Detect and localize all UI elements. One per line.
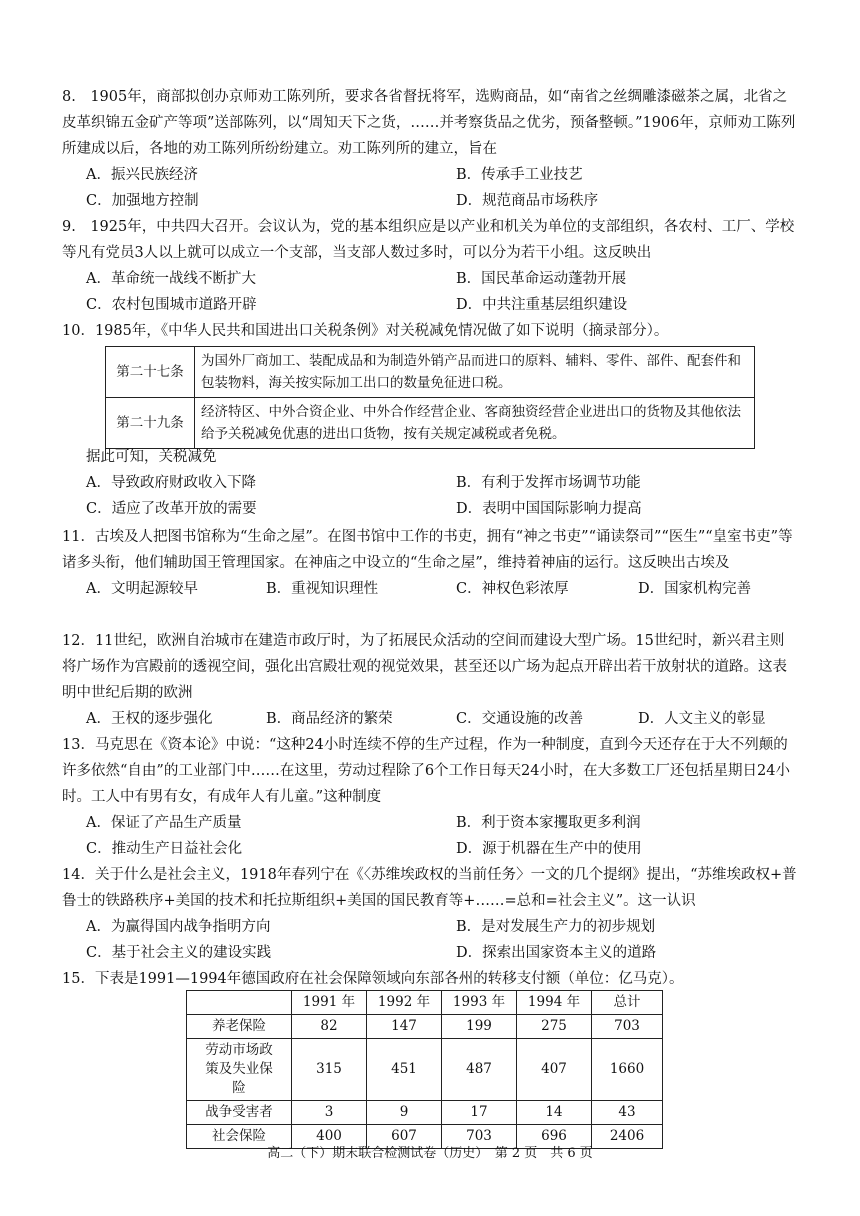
question-10-lead: 据此可知，关税减免 bbox=[86, 449, 217, 465]
question-14 bbox=[62, 862, 798, 966]
table-header-cell: 1991 年 bbox=[292, 991, 367, 1015]
article-heading: 第二十九条 bbox=[106, 398, 195, 449]
option-b[interactable]: B．国民革命运动蓬勃开展 bbox=[456, 271, 627, 287]
table-cell: 养老保险 bbox=[187, 1015, 292, 1039]
tariff-regulation-table bbox=[105, 346, 755, 449]
table-cell: 703 bbox=[592, 1015, 663, 1039]
question-8-stem: 8. 1905年，商部拟创办京师劝工陈列所，要求各省督抚将军，选购商品，如“南省之丝绸雕漆磁茶之属，北省之皮革织锦五金矿产等项”送部陈列，以“周知天下之货，……并考察货品之优劣，预备整顿。”1906年，京师劝工陈列所建成以后，各地的劝工陈列所纷纷建立。劝工陈列所的建立，旨在 bbox=[62, 89, 796, 157]
option-c[interactable]: C．农村包围城市道路开辟 bbox=[86, 297, 257, 313]
table-cell: 487 bbox=[442, 1039, 517, 1101]
question-8 bbox=[62, 84, 798, 214]
question-11-options bbox=[62, 576, 798, 602]
table-cell: 3 bbox=[292, 1101, 367, 1125]
option-a[interactable]: A．革命统一战线不断扩大 bbox=[86, 271, 256, 287]
option-a[interactable]: A．保证了产品生产质量 bbox=[86, 815, 242, 831]
question-12-options bbox=[62, 706, 798, 732]
question-15 bbox=[62, 966, 798, 992]
question-14-options bbox=[62, 914, 798, 966]
question-9-stem: 9. 1925年，中共四大召开。会议认为，党的基本组织应是以产业和机关为单位的支部组织，各农村、工厂、学校等凡有党员3人以上就可以成立一个支部，当支部人数过多时，可以分为若干小组。这反映出 bbox=[62, 219, 795, 261]
article-text: 经济特区、中外合资企业、中外合作经营企业、客商独资经营企业进出口的货物及其他依法给予关税减免优惠的进出口货物，按有关规定减税或者免税。 bbox=[195, 398, 755, 449]
option-d[interactable]: D．探索出国家资本主义的道路 bbox=[456, 945, 657, 961]
table-cell: 199 bbox=[442, 1015, 517, 1039]
question-13-options bbox=[62, 810, 798, 862]
table-cell: 407 bbox=[517, 1039, 592, 1101]
question-11 bbox=[62, 524, 798, 602]
table-cell: 82 bbox=[292, 1015, 367, 1039]
option-d[interactable]: D．表明中国国际影响力提高 bbox=[456, 501, 642, 517]
table-cell: 275 bbox=[517, 1015, 592, 1039]
option-a[interactable]: A．振兴民族经济 bbox=[86, 167, 198, 183]
option-a[interactable]: A．导致政府财政收入下降 bbox=[86, 475, 256, 491]
table-cell: 社会保险 bbox=[187, 1125, 292, 1149]
option-b[interactable]: B．利于资本家攫取更多利润 bbox=[456, 815, 641, 831]
option-d[interactable]: D．规范商品市场秩序 bbox=[456, 193, 599, 209]
table-header-row bbox=[187, 991, 663, 1015]
table-cell: 703 bbox=[442, 1125, 517, 1149]
question-8-options bbox=[62, 162, 798, 214]
option-d[interactable]: D．源于机器在生产中的使用 bbox=[456, 841, 642, 857]
question-10-options bbox=[62, 470, 798, 522]
table-cell: 战争受害者 bbox=[187, 1101, 292, 1125]
question-13 bbox=[62, 732, 798, 862]
table-cell: 1660 bbox=[592, 1039, 663, 1101]
table-cell: 2406 bbox=[592, 1125, 663, 1149]
option-c[interactable]: C．适应了改革开放的需要 bbox=[86, 501, 257, 517]
table-cell: 劳动市场政策及失业保险 bbox=[187, 1039, 292, 1101]
table-row bbox=[187, 1039, 663, 1101]
option-d[interactable]: D．中共注重基层组织建设 bbox=[456, 297, 628, 313]
question-11-stem: 11．古埃及人把图书馆称为“生命之屋”。在图书馆中工作的书吏，拥有“神之书吏”“诵读祭司”“医生”“皇室书吏”等诸多头衔，他们辅助国王管理国家。在神庙之中设立的“生命之屋”，维持着神庙的运行。这反映出古埃及 bbox=[62, 529, 793, 571]
article-text: 为国外厂商加工、装配成品和为制造外销产品而进口的原料、辅料、零件、部件、配套件和包装物料，海关按实际加工出口的数量免征进口税。 bbox=[195, 347, 755, 398]
table-cell: 147 bbox=[367, 1015, 442, 1039]
option-c[interactable]: C．交通设施的改善 bbox=[456, 711, 584, 727]
option-d[interactable]: D．人文主义的彰显 bbox=[638, 711, 766, 727]
question-14-stem: 14．关于什么是社会主义，1918年春列宁在《〈苏维埃政权的当前任务〉一文的几个提纲》提出，“苏维埃政权+普鲁士的铁路秩序+美国的技术和托拉斯组织+美国的国民教育等+……=总和=社会主义”。这一认识 bbox=[62, 867, 797, 909]
table-cell: 400 bbox=[292, 1125, 367, 1149]
option-c[interactable]: C．加强地方控制 bbox=[86, 193, 199, 209]
question-10 bbox=[62, 318, 798, 344]
table-cell: 315 bbox=[292, 1039, 367, 1101]
question-9 bbox=[62, 214, 798, 318]
table-cell: 9 bbox=[367, 1101, 442, 1125]
question-13-stem: 13．马克思在《资本论》中说：“这种24小时连续不停的生产过程，作为一种制度，直到今天还存在于大不列颠的许多依然“自由”的工业部门中……在这里，劳动过程除了6个工作日每天24小时，在大多数工厂还包括星期日24小时。工人中有男有女，有成年人有儿童。”这种制度 bbox=[62, 737, 790, 805]
page-footer: 高二（下）期末联合检测试卷（历史） 第 2 页 共 6 页 bbox=[267, 1146, 593, 1161]
table-cell: 14 bbox=[517, 1101, 592, 1125]
table-cell: 607 bbox=[367, 1125, 442, 1149]
option-a[interactable]: A．王权的逐步强化 bbox=[86, 711, 213, 727]
option-b[interactable]: B．是对发展生产力的初步规划 bbox=[456, 919, 656, 935]
option-b[interactable]: B．传承手工业技艺 bbox=[456, 167, 583, 183]
table-header-cell: 1994 年 bbox=[517, 991, 592, 1015]
option-d[interactable]: D．国家机构完善 bbox=[638, 581, 752, 597]
question-10-rest bbox=[62, 444, 798, 522]
table-header-cell: 1992 年 bbox=[367, 991, 442, 1015]
option-b[interactable]: B．有利于发挥市场调节功能 bbox=[456, 475, 641, 491]
table-row bbox=[106, 347, 755, 398]
transfer-payment-table bbox=[186, 990, 663, 1149]
table-cell: 43 bbox=[592, 1101, 663, 1125]
table-header-cell bbox=[187, 991, 292, 1015]
table-row bbox=[106, 398, 755, 449]
question-12 bbox=[62, 628, 798, 732]
article-heading: 第二十七条 bbox=[106, 347, 195, 398]
option-a[interactable]: A．为赢得国内战争指明方向 bbox=[86, 919, 271, 935]
table-row bbox=[187, 1015, 663, 1039]
question-12-stem: 12．11世纪，欧洲自治城市在建造市政厅时，为了拓展民众活动的空间而建设大型广场。15世纪时，新兴君主则将广场作为宫殿前的透视空间，强化出宫殿壮观的视觉效果，甚至还以广场为起点开辟出若干放射状的道路。这表明中世纪后期的欧洲 bbox=[62, 633, 787, 701]
option-c[interactable]: C．基于社会主义的建设实践 bbox=[86, 945, 272, 961]
option-b[interactable]: B．商品经济的繁荣 bbox=[266, 711, 393, 727]
question-9-options bbox=[62, 266, 798, 318]
option-b[interactable]: B．重视知识理性 bbox=[266, 581, 379, 597]
table-header-cell: 1993 年 bbox=[442, 991, 517, 1015]
question-10-stem: 10．1985年，《中华人民共和国进出口关税条例》对关税减免情况做了如下说明（摘录部分）。 bbox=[62, 323, 669, 339]
table-cell: 17 bbox=[442, 1101, 517, 1125]
option-c[interactable]: C．神权色彩浓厚 bbox=[456, 581, 569, 597]
option-c[interactable]: C．推动生产日益社会化 bbox=[86, 841, 243, 857]
table-cell: 696 bbox=[517, 1125, 592, 1149]
table-row bbox=[187, 1101, 663, 1125]
table-header-cell: 总计 bbox=[592, 991, 663, 1015]
question-15-stem: 15．下表是1991—1994年德国政府在社会保障领域向东部各州的转移支付额（单位：亿马克）。 bbox=[62, 971, 684, 987]
option-a[interactable]: A．文明起源较早 bbox=[86, 581, 198, 597]
table-cell: 451 bbox=[367, 1039, 442, 1101]
